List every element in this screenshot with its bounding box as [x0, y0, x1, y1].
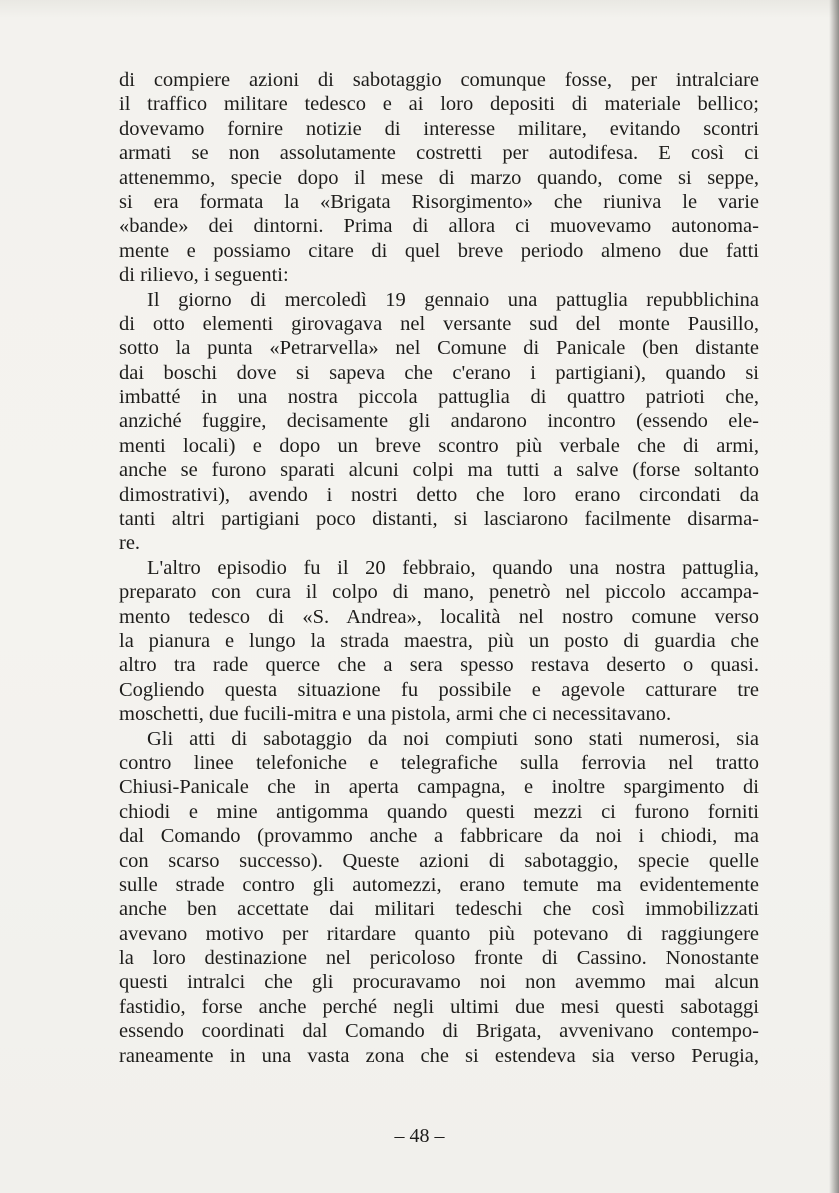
text-line: Cogliendo questa situazione fu possibile e agevole catturare tre	[119, 678, 759, 701]
text-line: contro linee telefoniche e telegrafiche sulla ferrovia nel tratto	[119, 751, 759, 774]
text-line: chiodi e mine antigomma quando questi mezzi ci furono forniti	[119, 800, 759, 823]
text-line: imbatté in una nostra piccola pattuglia di quattro patrioti che,	[119, 386, 759, 409]
text-line: attenemmo, specie dopo il mese di marzo quando, come si seppe,	[119, 166, 759, 189]
text-line: dal Comando (provammo anche a fabbricare da noi i chiodi, ma	[119, 825, 759, 848]
text-line: la loro destinazione nel pericoloso fronte di Cassino. Nonostante	[119, 947, 759, 970]
text-line: di otto elementi girovagava nel versante sud del monte Pausillo,	[119, 312, 759, 335]
text-line: menti locali) e dopo un breve scontro più verbale che di armi,	[119, 434, 759, 457]
text-line: mento tedesco di «S. Andrea», località nel nostro comune verso	[119, 605, 759, 628]
text-line: fastidio, forse anche perché negli ultimi due mesi questi sabotaggi	[119, 995, 759, 1018]
text-line: mente e possiamo citare di quel breve periodo almeno due fatti	[119, 239, 759, 262]
text-line: «bande» dei dintorni. Prima di allora ci muovevamo autonoma-	[119, 215, 759, 238]
text-line: moschetti, due fucili-mitra e una pistola, armi che ci necessitavano.	[119, 703, 672, 726]
text-line: raneamente in una vasta zona che si estendeva sia verso Perugia,	[119, 1044, 759, 1067]
page-edge-shadow	[829, 0, 839, 1193]
text-line: preparato con cura il colpo di mano, penetrò nel piccolo accampa-	[119, 581, 759, 604]
text-line: anziché fuggire, decisamente gli andarono incontro (essendo ele-	[119, 410, 759, 433]
text-line: il traffico militare tedesco e ai loro depositi di materiale bellico;	[119, 93, 759, 116]
text-line: tanti altri partigiani poco distanti, si lasciarono facilmente disarma-	[119, 508, 759, 531]
text-line: Il giorno di mercoledì 19 gennaio una pattuglia repubblichina	[147, 288, 759, 311]
text-line: Chiusi-Panicale che in aperta campagna, e inoltre spargimento di	[119, 776, 759, 799]
text-line: di rilievo, i seguenti:	[119, 264, 289, 287]
text-line: dai boschi dove si sapeva che c'erano i partigiani), quando si	[119, 361, 759, 384]
text-line: di compiere azioni di sabotaggio comunque fosse, per intralciare	[119, 69, 759, 91]
text-line: si era formata la «Brigata Risorgimento» che riuniva le varie	[119, 190, 759, 213]
text-line: dimostrativi), avendo i nostri detto che loro erano circondati da	[119, 483, 759, 506]
text-line: anche se furono sparati alcuni colpi ma tutti a salve (forse soltanto	[119, 459, 759, 482]
text-line: Gli atti di sabotaggio da noi compiuti sono stati numerosi, sia	[147, 727, 759, 750]
text-line: anche ben accettate dai militari tedeschi che così immobilizzati	[119, 898, 759, 921]
text-line: sotto la punta «Petrarvella» nel Comune di Panicale (ben distante	[119, 337, 759, 360]
text-line: essendo coordinati dal Comando di Brigata, avvenivano contempo-	[119, 1020, 759, 1043]
page-number: – 48 –	[394, 1125, 445, 1147]
text-line: armati se non assolutamente costretti per autodifesa. E così ci	[119, 142, 759, 165]
body-text	[119, 68, 759, 1068]
text-line: altro tra rade querce che a sera spesso restava deserto o quasi.	[119, 654, 759, 677]
text-line: questi intralci che gli procuravamo noi non avemmo mai alcun	[119, 971, 759, 994]
text-line: re.	[119, 532, 141, 555]
text-line: sulle strade contro gli automezzi, erano temute ma evidentemente	[119, 873, 759, 896]
text-line: dovevamo fornire notizie di interesse militare, evitando scontri	[119, 117, 759, 140]
text-line: avevano motivo per ritardare quanto più potevano di raggiungere	[119, 922, 759, 945]
text-line: L'altro episodio fu il 20 febbraio, quando una nostra pattuglia,	[147, 556, 759, 579]
text-line: con scarso successo). Queste azioni di sabotaggio, specie quelle	[119, 849, 759, 872]
text-line: la pianura e lungo la strada maestra, più un posto di guardia che	[119, 629, 759, 652]
